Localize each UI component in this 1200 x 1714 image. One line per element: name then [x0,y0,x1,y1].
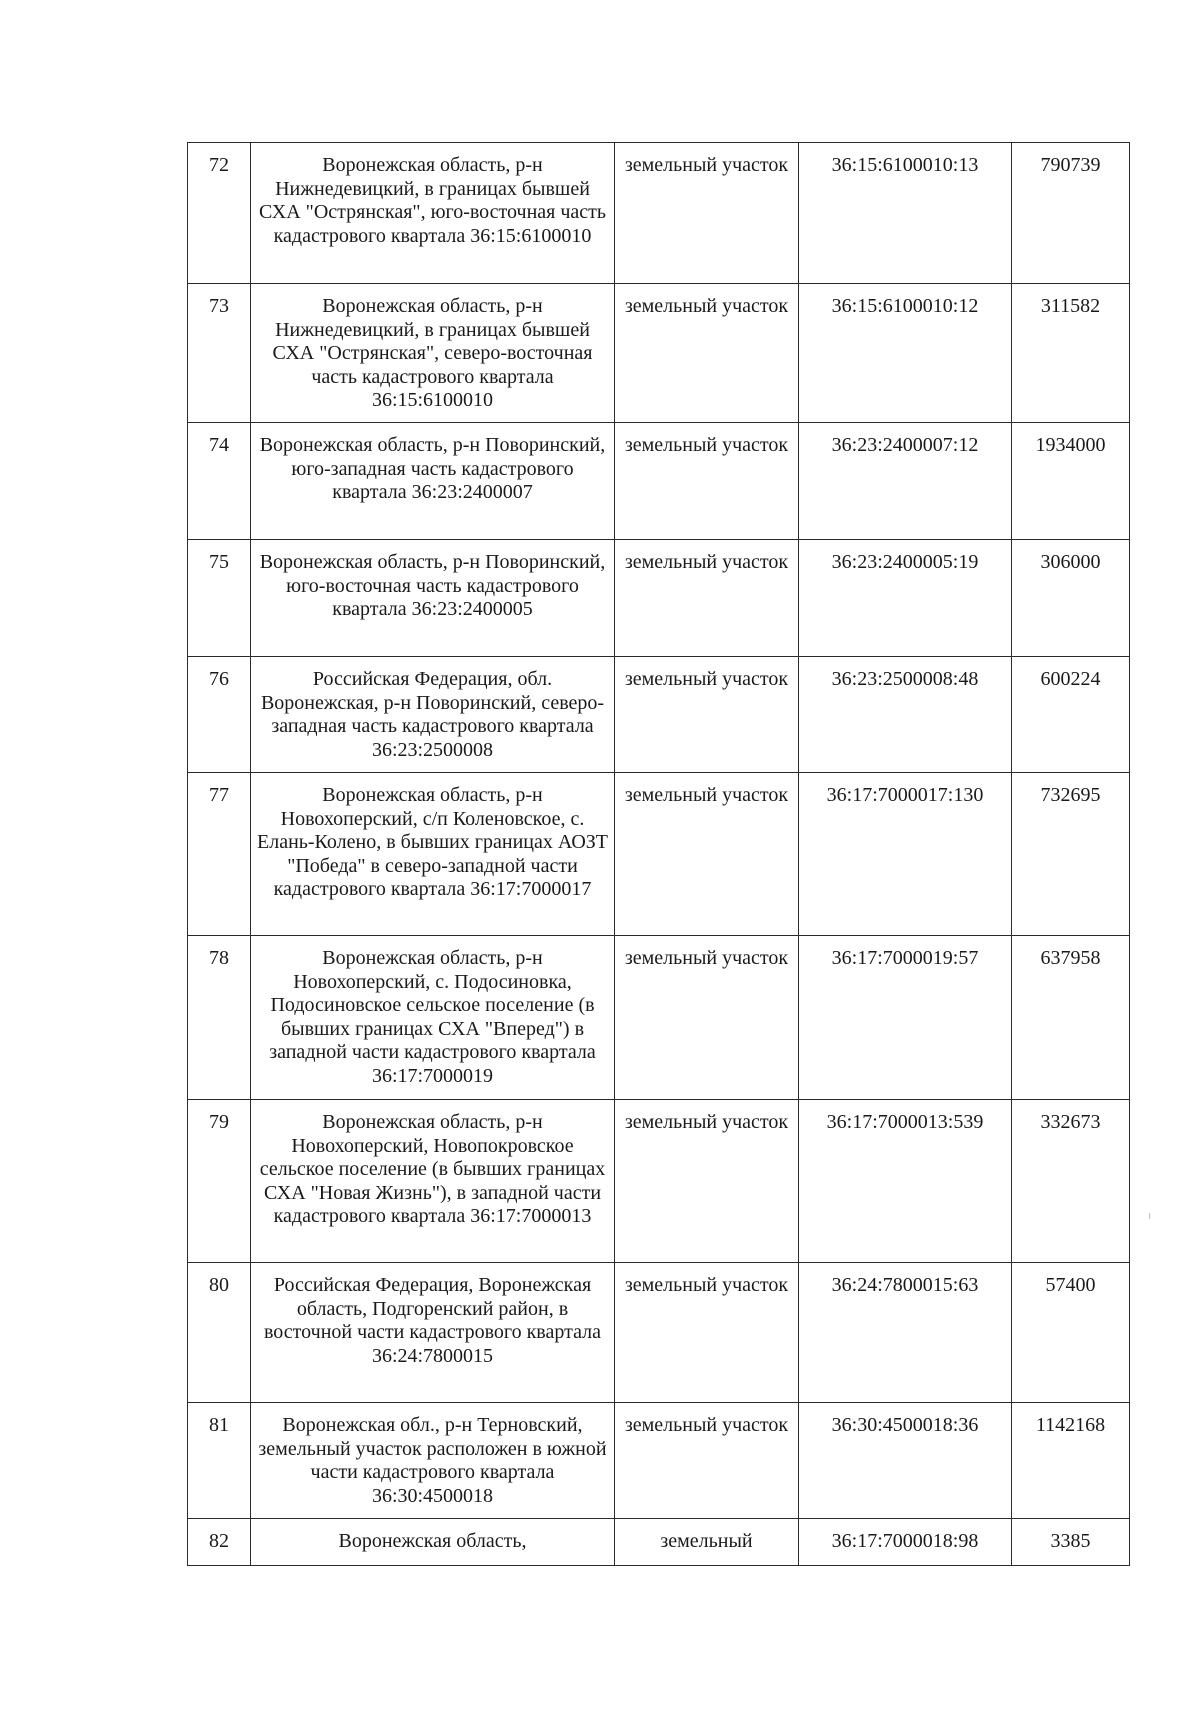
object-type: земельный участок [615,657,799,773]
scan-artifact [1149,1213,1150,1219]
row-number: 73 [188,284,251,423]
table-row [188,423,1130,540]
table-row [188,284,1130,423]
row-number: 81 [188,1403,251,1519]
plot-area: 1934000 [1012,423,1130,540]
table-row [188,1100,1130,1263]
plot-address: Воронежская область, р-н Поворинский, юго-западная часть кадастрового квартала 36:23:2400007 [251,423,615,540]
table-row [188,657,1130,773]
object-type: земельный участок [615,540,799,657]
row-number: 80 [188,1263,251,1403]
row-number: 74 [188,423,251,540]
object-type: земельный участок [615,143,799,284]
object-type: земельный [615,1519,799,1566]
row-number: 77 [188,773,251,936]
plot-area: 732695 [1012,773,1130,936]
cadastral-number: 36:15:6100010:12 [799,284,1012,423]
row-number: 76 [188,657,251,773]
table-row [188,540,1130,657]
plot-address: Воронежская область, [251,1519,615,1566]
plot-address: Воронежская область, р-н Нижнедевицкий, в границах бывшей СХА "Острянская", северо-восточная часть кадастрового квартала 36:15:6100010 [251,284,615,423]
row-number: 82 [188,1519,251,1566]
plot-area: 1142168 [1012,1403,1130,1519]
object-type: земельный участок [615,936,799,1100]
cadastral-number: 36:23:2500008:48 [799,657,1012,773]
cadastral-number: 36:23:2400007:12 [799,423,1012,540]
object-type: земельный участок [615,1263,799,1403]
cadastral-number: 36:23:2400005:19 [799,540,1012,657]
plot-area: 311582 [1012,284,1130,423]
land-plots-table [187,142,1130,1566]
plot-address: Воронежская область, р-н Новохоперский, Новопокровское сельское поселение (в бывших границах СХА "Новая Жизнь"), в западной части кадастрового квартала 36:17:7000013 [251,1100,615,1263]
plot-address: Российская Федерация, обл. Воронежская, р-н Поворинский, северо-западная часть кадастрового квартала 36:23:2500008 [251,657,615,773]
object-type: земельный участок [615,1403,799,1519]
row-number: 75 [188,540,251,657]
cadastral-number: 36:17:7000018:98 [799,1519,1012,1566]
object-type: земельный участок [615,1100,799,1263]
table-row [188,1403,1130,1519]
plot-area: 3385 [1012,1519,1130,1566]
plot-address: Российская Федерация, Воронежская область, Подгоренский район, в восточной части кадастрового квартала 36:24:7800015 [251,1263,615,1403]
cadastral-number: 36:24:7800015:63 [799,1263,1012,1403]
plot-area: 306000 [1012,540,1130,657]
plot-address: Воронежская обл., р-н Терновский, земельный участок расположен в южной части кадастрового квартала 36:30:4500018 [251,1403,615,1519]
plot-address: Воронежская область, р-н Новохоперский, с. Подосиновка, Подосиновское сельское поселение (в бывших границах СХА "Вперед") в западной части кадастрового квартала 36:17:7000019 [251,936,615,1100]
cadastral-number: 36:17:7000013:539 [799,1100,1012,1263]
plot-area: 600224 [1012,657,1130,773]
plot-address: Воронежская область, р-н Новохоперский, с/п Коленовское, с. Елань-Колено, в бывших границах АОЗТ "Победа" в северо-западной части кадастрового квартала 36:17:7000017 [251,773,615,936]
cadastral-number: 36:15:6100010:13 [799,143,1012,284]
table-row [188,936,1130,1100]
object-type: земельный участок [615,284,799,423]
row-number: 72 [188,143,251,284]
row-number: 78 [188,936,251,1100]
cadastral-number: 36:17:7000017:130 [799,773,1012,936]
table-row [188,773,1130,936]
plot-area: 790739 [1012,143,1130,284]
cadastral-number: 36:17:7000019:57 [799,936,1012,1100]
plot-area: 637958 [1012,936,1130,1100]
table-row [188,1263,1130,1403]
row-number: 79 [188,1100,251,1263]
plot-area: 57400 [1012,1263,1130,1403]
plot-address: Воронежская область, р-н Нижнедевицкий, в границах бывшей СХА "Острянская", юго-восточная часть кадастрового квартала 36:15:6100010 [251,143,615,284]
plot-area: 332673 [1012,1100,1130,1263]
table-row [188,143,1130,284]
cadastral-number: 36:30:4500018:36 [799,1403,1012,1519]
object-type: земельный участок [615,423,799,540]
table-row [188,1519,1130,1566]
object-type: земельный участок [615,773,799,936]
plot-address: Воронежская область, р-н Поворинский, юго-восточная часть кадастрового квартала 36:23:2400005 [251,540,615,657]
